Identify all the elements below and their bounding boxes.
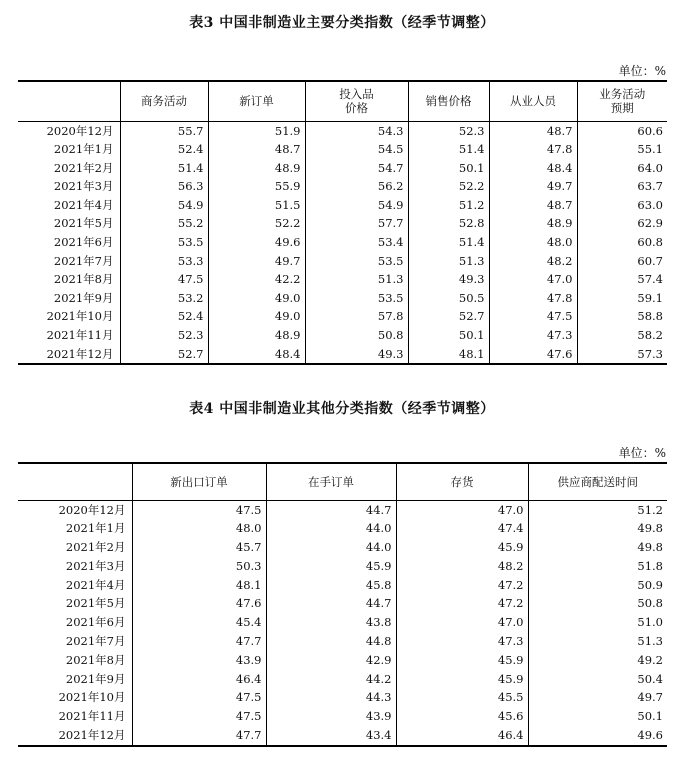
value-cell: 52.2 [208, 214, 305, 233]
month-cell: 2021年2月 [18, 159, 120, 178]
value-cell: 53.5 [120, 233, 208, 252]
value-cell: 47.6 [489, 345, 577, 365]
value-cell: 43.4 [266, 726, 396, 746]
month-cell: 2021年7月 [18, 632, 132, 651]
table3-header-cell: 投入品 价格 [305, 81, 408, 121]
value-cell: 48.4 [489, 159, 577, 178]
table-row [18, 726, 667, 746]
value-cell: 50.4 [528, 670, 667, 689]
table-row [18, 140, 667, 159]
table-row [18, 252, 667, 271]
value-cell: 43.9 [266, 707, 396, 726]
value-cell: 51.5 [208, 196, 305, 215]
value-cell: 49.7 [528, 688, 667, 707]
value-cell: 47.7 [132, 632, 266, 651]
value-cell: 49.3 [408, 270, 489, 289]
value-cell: 51.3 [408, 252, 489, 271]
table-row [18, 233, 667, 252]
value-cell: 44.7 [266, 500, 396, 519]
table3-header-cell: 业务活动 预期 [577, 81, 667, 121]
value-cell: 47.5 [489, 307, 577, 326]
month-cell: 2021年3月 [18, 177, 120, 196]
value-cell: 47.0 [396, 613, 528, 632]
month-cell: 2021年4月 [18, 576, 132, 595]
value-cell: 45.8 [266, 576, 396, 595]
month-cell: 2021年8月 [18, 270, 120, 289]
value-cell: 52.7 [408, 307, 489, 326]
month-cell: 2021年11月 [18, 326, 120, 345]
table3-header-row [18, 81, 667, 121]
table4 [18, 462, 667, 747]
value-cell: 52.3 [120, 326, 208, 345]
value-cell: 45.9 [396, 538, 528, 557]
value-cell: 55.1 [577, 140, 667, 159]
value-cell: 55.7 [120, 121, 208, 140]
value-cell: 50.8 [528, 594, 667, 613]
value-cell: 60.8 [577, 233, 667, 252]
value-cell: 59.1 [577, 289, 667, 308]
month-cell: 2021年11月 [18, 707, 132, 726]
value-cell: 58.2 [577, 326, 667, 345]
table3-header-cell: 商务活动 [120, 81, 208, 121]
month-cell: 2021年6月 [18, 233, 120, 252]
month-cell: 2021年1月 [18, 140, 120, 159]
value-cell: 48.1 [408, 345, 489, 365]
month-cell: 2021年10月 [18, 307, 120, 326]
month-cell: 2021年1月 [18, 519, 132, 538]
month-cell: 2020年12月 [18, 500, 132, 519]
value-cell: 51.3 [305, 270, 408, 289]
month-cell: 2021年5月 [18, 214, 120, 233]
value-cell: 47.5 [132, 688, 266, 707]
value-cell: 48.2 [396, 557, 528, 576]
value-cell: 53.2 [120, 289, 208, 308]
value-cell: 44.2 [266, 670, 396, 689]
month-cell: 2021年9月 [18, 670, 132, 689]
value-cell: 54.7 [305, 159, 408, 178]
table-row [18, 307, 667, 326]
value-cell: 57.3 [577, 345, 667, 365]
value-cell: 47.0 [396, 500, 528, 519]
value-cell: 50.8 [305, 326, 408, 345]
month-cell: 2021年7月 [18, 252, 120, 271]
table-row [18, 594, 667, 613]
value-cell: 64.0 [577, 159, 667, 178]
value-cell: 55.9 [208, 177, 305, 196]
value-cell: 48.7 [208, 140, 305, 159]
value-cell: 42.9 [266, 651, 396, 670]
value-cell: 48.9 [489, 214, 577, 233]
value-cell: 48.4 [208, 345, 305, 365]
value-cell: 47.6 [132, 594, 266, 613]
month-cell: 2021年10月 [18, 688, 132, 707]
value-cell: 47.7 [132, 726, 266, 746]
value-cell: 50.1 [408, 159, 489, 178]
value-cell: 56.2 [305, 177, 408, 196]
table3-title: 表3 中国非制造业主要分类指数（经季节调整） [189, 15, 495, 31]
value-cell: 53.3 [120, 252, 208, 271]
value-cell: 53.4 [305, 233, 408, 252]
month-cell: 2021年8月 [18, 651, 132, 670]
value-cell: 47.3 [489, 326, 577, 345]
value-cell: 47.8 [489, 140, 577, 159]
month-cell: 2020年12月 [18, 121, 120, 140]
value-cell: 51.4 [120, 159, 208, 178]
table4-title: 表4 中国非制造业其他分类指数（经季节调整） [189, 401, 495, 417]
value-cell: 45.9 [266, 557, 396, 576]
value-cell: 55.2 [120, 214, 208, 233]
value-cell: 50.3 [132, 557, 266, 576]
value-cell: 54.3 [305, 121, 408, 140]
table-row [18, 651, 667, 670]
value-cell: 53.5 [305, 289, 408, 308]
value-cell: 50.1 [408, 326, 489, 345]
value-cell: 49.7 [489, 177, 577, 196]
table4-header-cell: 新出口订单 [132, 463, 266, 500]
month-cell: 2021年12月 [18, 345, 120, 365]
value-cell: 46.4 [132, 670, 266, 689]
value-cell: 47.5 [132, 707, 266, 726]
value-cell: 46.4 [396, 726, 528, 746]
table3-header-cell: 新订单 [208, 81, 305, 121]
value-cell: 50.1 [528, 707, 667, 726]
value-cell: 57.8 [305, 307, 408, 326]
table3-unit: 单位：% [618, 64, 666, 78]
value-cell: 51.8 [528, 557, 667, 576]
value-cell: 54.5 [305, 140, 408, 159]
value-cell: 48.7 [489, 196, 577, 215]
value-cell: 51.2 [528, 500, 667, 519]
value-cell: 62.9 [577, 214, 667, 233]
value-cell: 54.9 [305, 196, 408, 215]
value-cell: 50.5 [408, 289, 489, 308]
table3-header-cell: 销售价格 [408, 81, 489, 121]
value-cell: 43.9 [132, 651, 266, 670]
table-row [18, 177, 667, 196]
value-cell: 54.9 [120, 196, 208, 215]
table-row [18, 270, 667, 289]
month-cell: 2021年4月 [18, 196, 120, 215]
value-cell: 48.0 [489, 233, 577, 252]
month-cell: 2021年12月 [18, 726, 132, 746]
table3-header-cell: 从业人员 [489, 81, 577, 121]
value-cell: 49.6 [208, 233, 305, 252]
value-cell: 47.5 [120, 270, 208, 289]
value-cell: 45.9 [396, 651, 528, 670]
value-cell: 47.4 [396, 519, 528, 538]
value-cell: 49.0 [208, 307, 305, 326]
value-cell: 48.7 [489, 121, 577, 140]
value-cell: 57.7 [305, 214, 408, 233]
value-cell: 49.3 [305, 345, 408, 365]
value-cell: 63.0 [577, 196, 667, 215]
value-cell: 43.8 [266, 613, 396, 632]
table-row [18, 519, 667, 538]
value-cell: 44.0 [266, 519, 396, 538]
table-row [18, 707, 667, 726]
value-cell: 52.2 [408, 177, 489, 196]
value-cell: 44.7 [266, 594, 396, 613]
table-row [18, 670, 667, 689]
value-cell: 42.2 [208, 270, 305, 289]
value-cell: 47.3 [396, 632, 528, 651]
value-cell: 48.1 [132, 576, 266, 595]
table3-body [18, 121, 667, 364]
value-cell: 44.3 [266, 688, 396, 707]
value-cell: 60.6 [577, 121, 667, 140]
value-cell: 52.4 [120, 307, 208, 326]
table-row [18, 196, 667, 215]
value-cell: 53.5 [305, 252, 408, 271]
month-cell: 2021年9月 [18, 289, 120, 308]
value-cell: 49.8 [528, 538, 667, 557]
table-row [18, 500, 667, 519]
table-row [18, 326, 667, 345]
value-cell: 45.7 [132, 538, 266, 557]
table-row [18, 289, 667, 308]
table4-unit: 单位：% [618, 446, 666, 460]
table-row [18, 538, 667, 557]
value-cell: 49.2 [528, 651, 667, 670]
value-cell: 48.9 [208, 326, 305, 345]
value-cell: 49.8 [528, 519, 667, 538]
value-cell: 63.7 [577, 177, 667, 196]
value-cell: 52.3 [408, 121, 489, 140]
value-cell: 48.0 [132, 519, 266, 538]
value-cell: 57.4 [577, 270, 667, 289]
table4-header-month [18, 463, 132, 500]
table4-body [18, 500, 667, 746]
value-cell: 48.9 [208, 159, 305, 178]
month-cell: 2021年5月 [18, 594, 132, 613]
value-cell: 45.6 [396, 707, 528, 726]
table-row [18, 632, 667, 651]
table-row [18, 576, 667, 595]
value-cell: 45.5 [396, 688, 528, 707]
value-cell: 52.4 [120, 140, 208, 159]
value-cell: 50.9 [528, 576, 667, 595]
value-cell: 58.8 [577, 307, 667, 326]
value-cell: 47.8 [489, 289, 577, 308]
table-row [18, 214, 667, 233]
value-cell: 45.4 [132, 613, 266, 632]
value-cell: 51.4 [408, 140, 489, 159]
table3-header-month [18, 81, 120, 121]
value-cell: 47.0 [489, 270, 577, 289]
value-cell: 49.6 [528, 726, 667, 746]
value-cell: 45.9 [396, 670, 528, 689]
table-row [18, 557, 667, 576]
table4-header-cell: 在手订单 [266, 463, 396, 500]
value-cell: 48.2 [489, 252, 577, 271]
table-row [18, 688, 667, 707]
value-cell: 51.3 [528, 632, 667, 651]
value-cell: 51.4 [408, 233, 489, 252]
table4-header-cell: 存货 [396, 463, 528, 500]
table-row [18, 345, 667, 365]
table4-header-cell: 供应商配送时间 [528, 463, 667, 500]
table-row [18, 121, 667, 140]
table-row [18, 159, 667, 178]
value-cell: 44.8 [266, 632, 396, 651]
value-cell: 60.7 [577, 252, 667, 271]
table-row [18, 613, 667, 632]
month-cell: 2021年6月 [18, 613, 132, 632]
value-cell: 52.7 [120, 345, 208, 365]
table4-header-row [18, 463, 667, 500]
value-cell: 52.8 [408, 214, 489, 233]
value-cell: 44.0 [266, 538, 396, 557]
month-cell: 2021年3月 [18, 557, 132, 576]
value-cell: 51.0 [528, 613, 667, 632]
value-cell: 51.2 [408, 196, 489, 215]
month-cell: 2021年2月 [18, 538, 132, 557]
value-cell: 49.7 [208, 252, 305, 271]
value-cell: 56.3 [120, 177, 208, 196]
value-cell: 51.9 [208, 121, 305, 140]
value-cell: 49.0 [208, 289, 305, 308]
value-cell: 47.2 [396, 594, 528, 613]
value-cell: 47.2 [396, 576, 528, 595]
table3 [18, 80, 667, 365]
value-cell: 47.5 [132, 500, 266, 519]
